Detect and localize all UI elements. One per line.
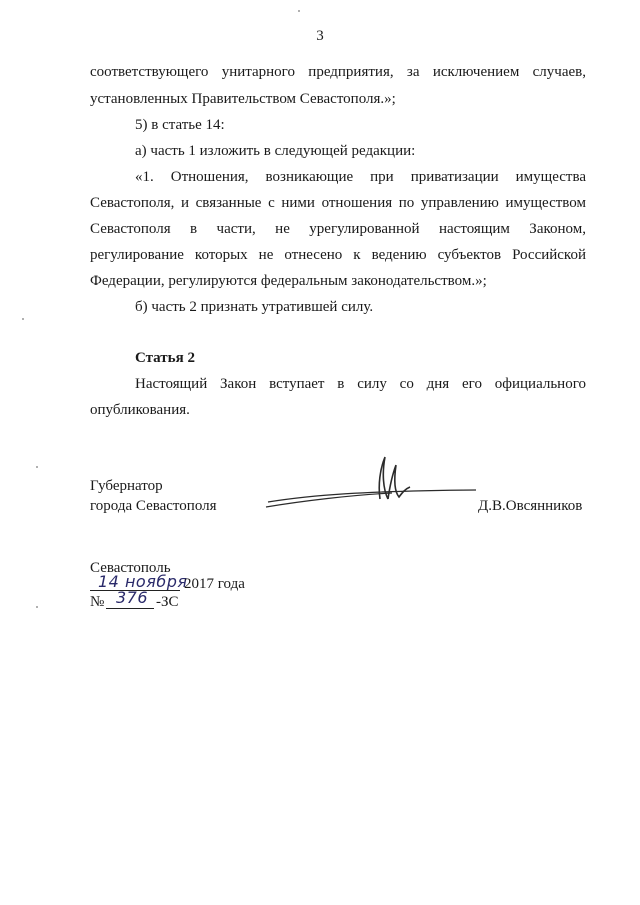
paragraph-line: установленных Правительством Севастополя.»;: [90, 91, 396, 107]
paragraph-line: Севастополя в части, не урегулированной настоящим Законом,: [90, 221, 586, 237]
date-year: 2017 года: [184, 576, 245, 592]
article-heading: Статья 2: [135, 350, 195, 366]
paragraph-line: Федерации, регулируются федеральным законодательством.»;: [90, 273, 487, 289]
paragraph-line: Севастополя, и связанные с ними отношения по управлению имуществом: [90, 195, 586, 211]
signatory-title: города Севастополя: [90, 498, 217, 514]
city-label: Севастополь: [90, 560, 171, 576]
handwritten-number: 376: [116, 588, 149, 607]
number-underline: [106, 608, 154, 609]
scan-speck: [298, 10, 300, 12]
paragraph-line: регулирование которых не отнесено к ведению субъектов Российской: [90, 247, 586, 263]
paragraph-line: опубликования.: [90, 402, 190, 418]
paragraph-line: соответствующего унитарного предприятия, за исключением случаев,: [90, 64, 586, 80]
scan-speck: [36, 466, 38, 468]
page-number: 3: [316, 28, 324, 44]
paragraph-line: б) часть 2 признать утратившей силу.: [135, 299, 374, 315]
number-field: [106, 588, 154, 612]
paragraph-line: 5) в статье 14:: [135, 117, 225, 133]
paragraph-line: «1. Отношения, возникающие при приватизации имущества: [135, 169, 586, 185]
signatory-title: Губернатор: [90, 478, 163, 494]
paragraph-line: а) часть 1 изложить в следующей редакции:: [135, 143, 416, 159]
handwritten-signature: [262, 455, 482, 515]
number-prefix: №: [90, 594, 105, 610]
paragraph-line: Настоящий Закон вступает в силу со дня его официального: [135, 376, 586, 392]
handwritten-date: 14 ноября: [98, 572, 188, 591]
signatory-name: Д.В.Овсянников: [478, 498, 583, 514]
scan-speck: [36, 606, 38, 608]
scan-speck: [22, 318, 24, 320]
number-suffix: -ЗС: [156, 594, 179, 610]
